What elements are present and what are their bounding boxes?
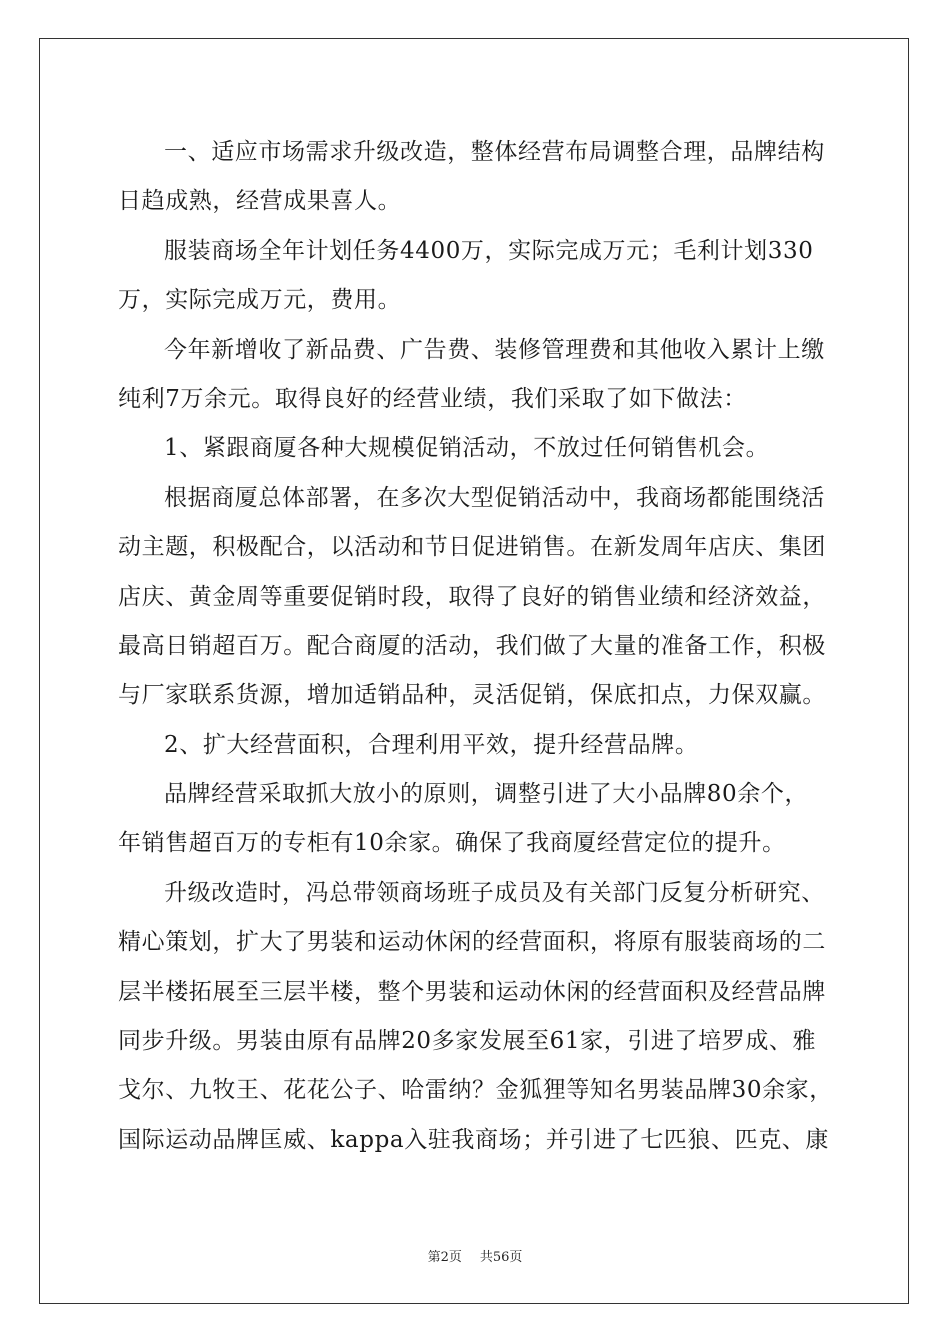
page-footer — [0, 1246, 950, 1265]
text-line: 升级改造时，冯总带领商场班子成员及有关部门反复分析研究、 — [164, 879, 825, 906]
text-line: 2、扩大经营面积，合理利用平效，提升经营品牌。 — [164, 731, 699, 758]
text-line: 最高日销超百万。配合商厦的活动，我们做了大量的准备工作，积极 — [118, 632, 826, 659]
text-line: 根据商厦总体部署，在多次大型促销活动中，我商场都能围绕活 — [164, 484, 825, 511]
text-line: 精心策划，扩大了男装和运动休闲的经营面积，将原有服装商场的二 — [118, 929, 826, 956]
text-line: 品牌经营采取抓大放小的原则，调整引进了大小品牌80余个， — [164, 781, 809, 808]
text-line: 纯利7万余元。取得良好的经营业绩，我们采取了如下做法： — [118, 385, 747, 412]
text-line: 层半楼拓展至三层半楼，整个男装和运动休闲的经营面积及经营品牌 — [118, 978, 826, 1005]
current-page-number: 第2页 — [427, 1250, 462, 1265]
text-line: 动主题，积极配合，以活动和节日促进销售。在新发周年店庆、集团 — [118, 534, 826, 561]
total-page-count: 共56页 — [479, 1250, 523, 1265]
text-line: 今年新增收了新品费、广告费、装修管理费和其他收入累计上缴 — [164, 336, 825, 363]
text-line: 年销售超百万的专柜有10余家。确保了我商厦经营定位的提升。 — [118, 830, 786, 857]
text-line: 服装商场全年计划任务4400万，实际完成万元；毛利计划330 — [164, 237, 814, 264]
text-line: 1、紧跟商厦各种大规模促销活动，不放过任何销售机会。 — [164, 435, 770, 462]
text-line: 国际运动品牌匡威、kappa入驻我商场；并引进了七匹狼、匹克、康 — [118, 1126, 830, 1153]
text-line: 与厂家联系货源，增加适销品种，灵活促销，保底扣点，力保双赢。 — [118, 682, 826, 709]
text-line: 戈尔、九牧王、花花公子、哈雷纳？金狐狸等知名男装品牌30余家， — [118, 1077, 833, 1104]
text-line: 店庆、黄金周等重要促销时段，取得了良好的销售业绩和经济效益， — [118, 583, 826, 610]
text-line: 同步升级。男装由原有品牌20多家发展至61家，引进了培罗成、雅 — [118, 1028, 817, 1055]
text-line: 万，实际完成万元，费用。 — [118, 287, 402, 314]
text-line: 日趋成熟，经营成果喜人。 — [118, 188, 402, 215]
text-line: 一、适应市场需求升级改造，整体经营布局调整合理，品牌结构 — [164, 139, 825, 165]
document-body — [118, 128, 833, 1165]
